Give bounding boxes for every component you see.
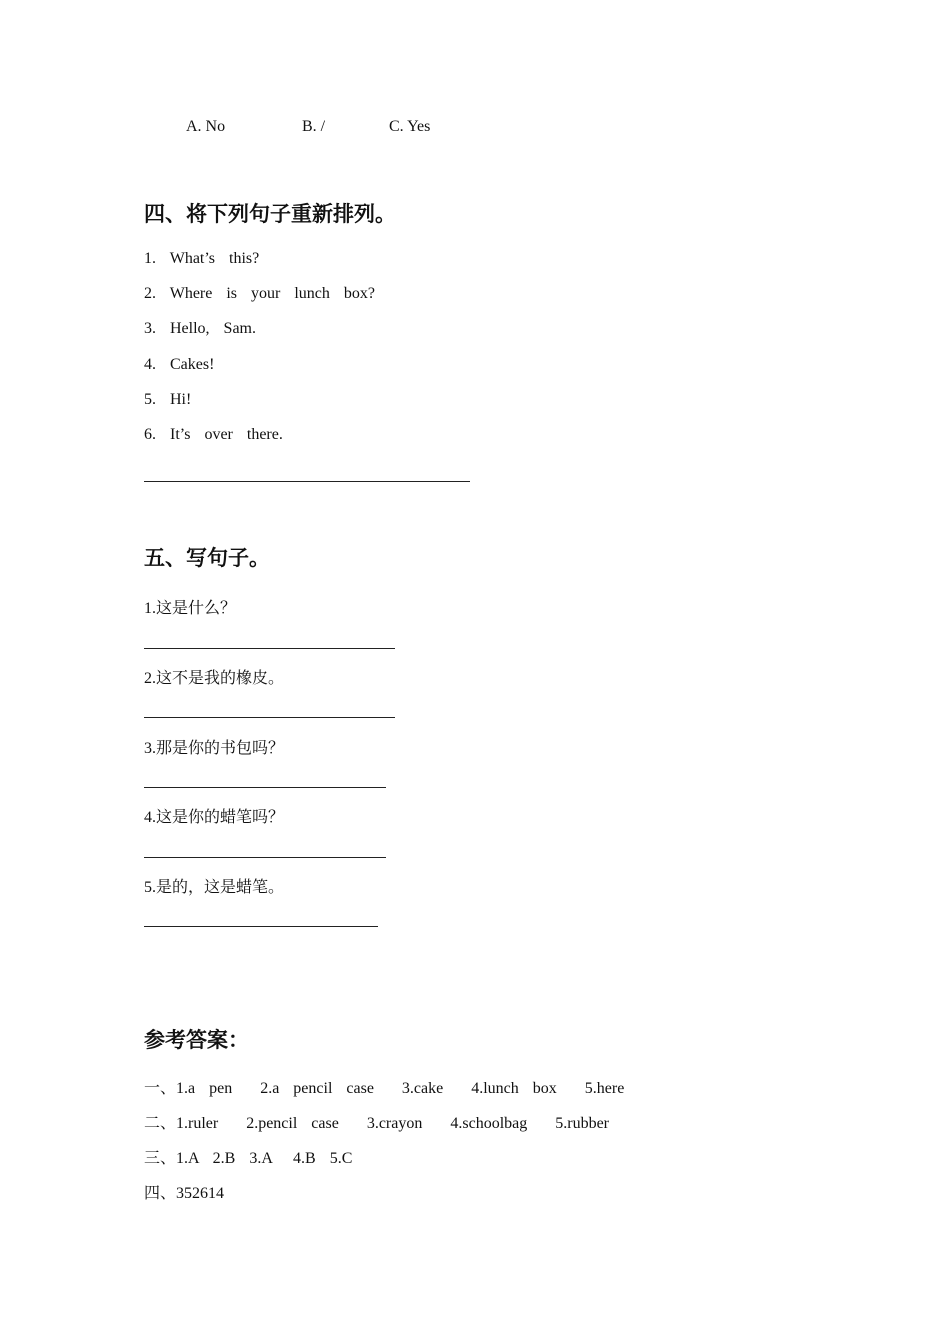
section4-item: 1. What’s this? (144, 250, 260, 267)
answers-title: 参考答案： (144, 1028, 249, 1052)
section4-item: 6. It’s over there. (144, 426, 283, 443)
answer-line[interactable] (144, 926, 378, 927)
section4-item: 4. Cakes! (144, 356, 215, 373)
answer-key-line: 四、352614 (144, 1185, 225, 1202)
section5-title: 五、写句子。 (144, 546, 270, 570)
answer-line[interactable] (144, 717, 395, 718)
section4-item: 2. Where is your lunch box? (144, 285, 375, 302)
answer-line[interactable] (144, 787, 386, 788)
section4-title: 四、将下列句子重新排列。 (144, 202, 396, 226)
section5-item: 4.这是你的蜡笔吗？ (144, 809, 285, 826)
section5-item: 1.这是什么？ (144, 600, 237, 617)
option-a: A. No (186, 118, 226, 135)
answer-line[interactable] (144, 648, 395, 649)
option-c: C. Yes (389, 118, 431, 135)
section4-item: 5. Hi! (144, 391, 192, 408)
answer-line[interactable] (144, 857, 386, 858)
section5-item: 2.这不是我的橡皮。 (144, 670, 285, 687)
answer-key-line: 三、1.A 2.B 3.A 4.B 5.C (144, 1150, 353, 1167)
answer-line[interactable] (144, 481, 470, 482)
section5-item: 3.那是你的书包吗？ (144, 740, 285, 757)
section5-item: 5.是的，这是蜡笔。 (144, 879, 285, 896)
section4-item: 3. Hello, Sam. (144, 320, 256, 337)
answer-key-line: 二、1.ruler 2.pencil case 3.crayon 4.schoolbag 5.rubber (144, 1115, 609, 1132)
option-b: B. / (302, 118, 326, 135)
answer-key-line: 一、1.a pen 2.a pencil case 3.cake 4.lunch box 5.here (144, 1080, 625, 1097)
